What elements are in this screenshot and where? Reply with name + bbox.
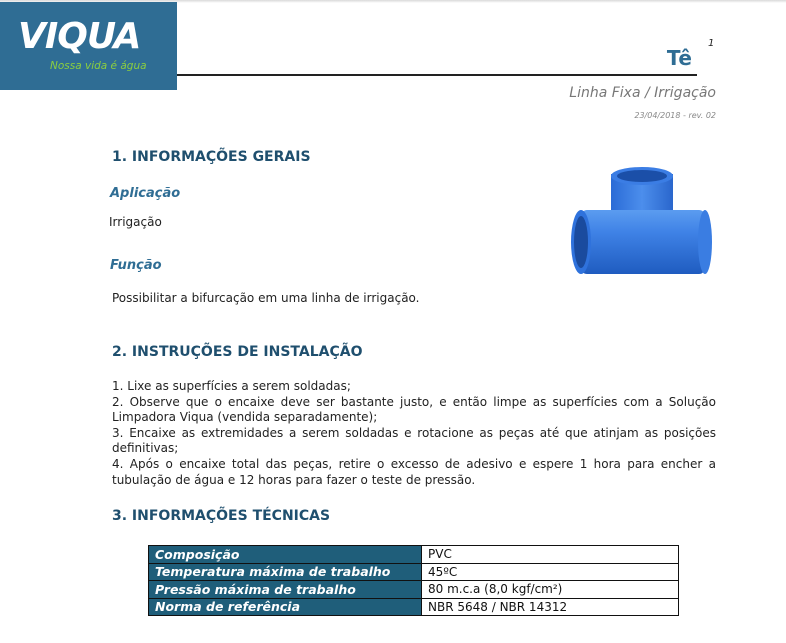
spec-value: 45ºC xyxy=(422,563,679,581)
spec-value: PVC xyxy=(422,546,679,564)
document-subtitle: Linha Fixa / Irrigação xyxy=(569,85,716,101)
tee-fitting-image xyxy=(565,162,715,287)
document-title: Tê xyxy=(666,46,692,70)
spec-label: Norma de referência xyxy=(149,598,422,616)
installation-step: 1. Lixe as superfícies a serem soldadas; xyxy=(112,379,351,393)
application-label: Aplicação xyxy=(110,186,181,201)
table-row xyxy=(149,598,679,616)
page-number: 1 xyxy=(708,38,715,49)
spec-value: 80 m.c.a (8,0 kgf/cm²) xyxy=(422,581,679,599)
table-row xyxy=(149,546,679,564)
viqua-logo xyxy=(0,2,177,90)
function-text: Possibilitar a bifurcação em uma linha de irrigação. xyxy=(112,291,420,305)
spec-label: Pressão máxima de trabalho xyxy=(149,581,422,599)
header-divider xyxy=(177,74,697,76)
spec-label: Temperatura máxima de trabalho xyxy=(149,563,422,581)
installation-step: 2. Observe que o encaixe deve ser bastante justo, e então limpe as superfícies com a Solução Limpadora Viqua (vendida separadamente); xyxy=(112,394,716,425)
section-installation-heading: 2. INSTRUÇÕES DE INSTALAÇÃO xyxy=(112,344,363,360)
technical-specs-table xyxy=(148,545,679,616)
section-technical-heading: 3. INFORMAÇÕES TÉCNICAS xyxy=(112,508,331,524)
revision-date: 23/04/2018 - rev. 02 xyxy=(634,111,716,120)
table-row xyxy=(149,581,679,599)
table-row xyxy=(149,563,679,581)
function-label: Função xyxy=(110,258,162,273)
spec-value: NBR 5648 / NBR 14312 xyxy=(422,598,679,616)
logo-wordmark: VIQUA xyxy=(18,16,141,57)
installation-step: 3. Encaixe as extremidades a serem soldadas e rotacione as peças até que atinjam as posições definitivas; xyxy=(112,425,716,456)
logo-tagline: Nossa vida é água xyxy=(50,60,147,72)
installation-step: 4. Após o encaixe total das peças, retire o excesso de adesivo e espere 1 hora para encher a tubulação de água e 12 horas para fazer o teste de pressão. xyxy=(112,456,716,487)
installation-steps xyxy=(112,379,716,488)
application-text: Irrigação xyxy=(109,215,162,229)
spec-label: Composição xyxy=(149,546,422,564)
section-general-info-heading: 1. INFORMAÇÕES GERAIS xyxy=(112,149,311,165)
